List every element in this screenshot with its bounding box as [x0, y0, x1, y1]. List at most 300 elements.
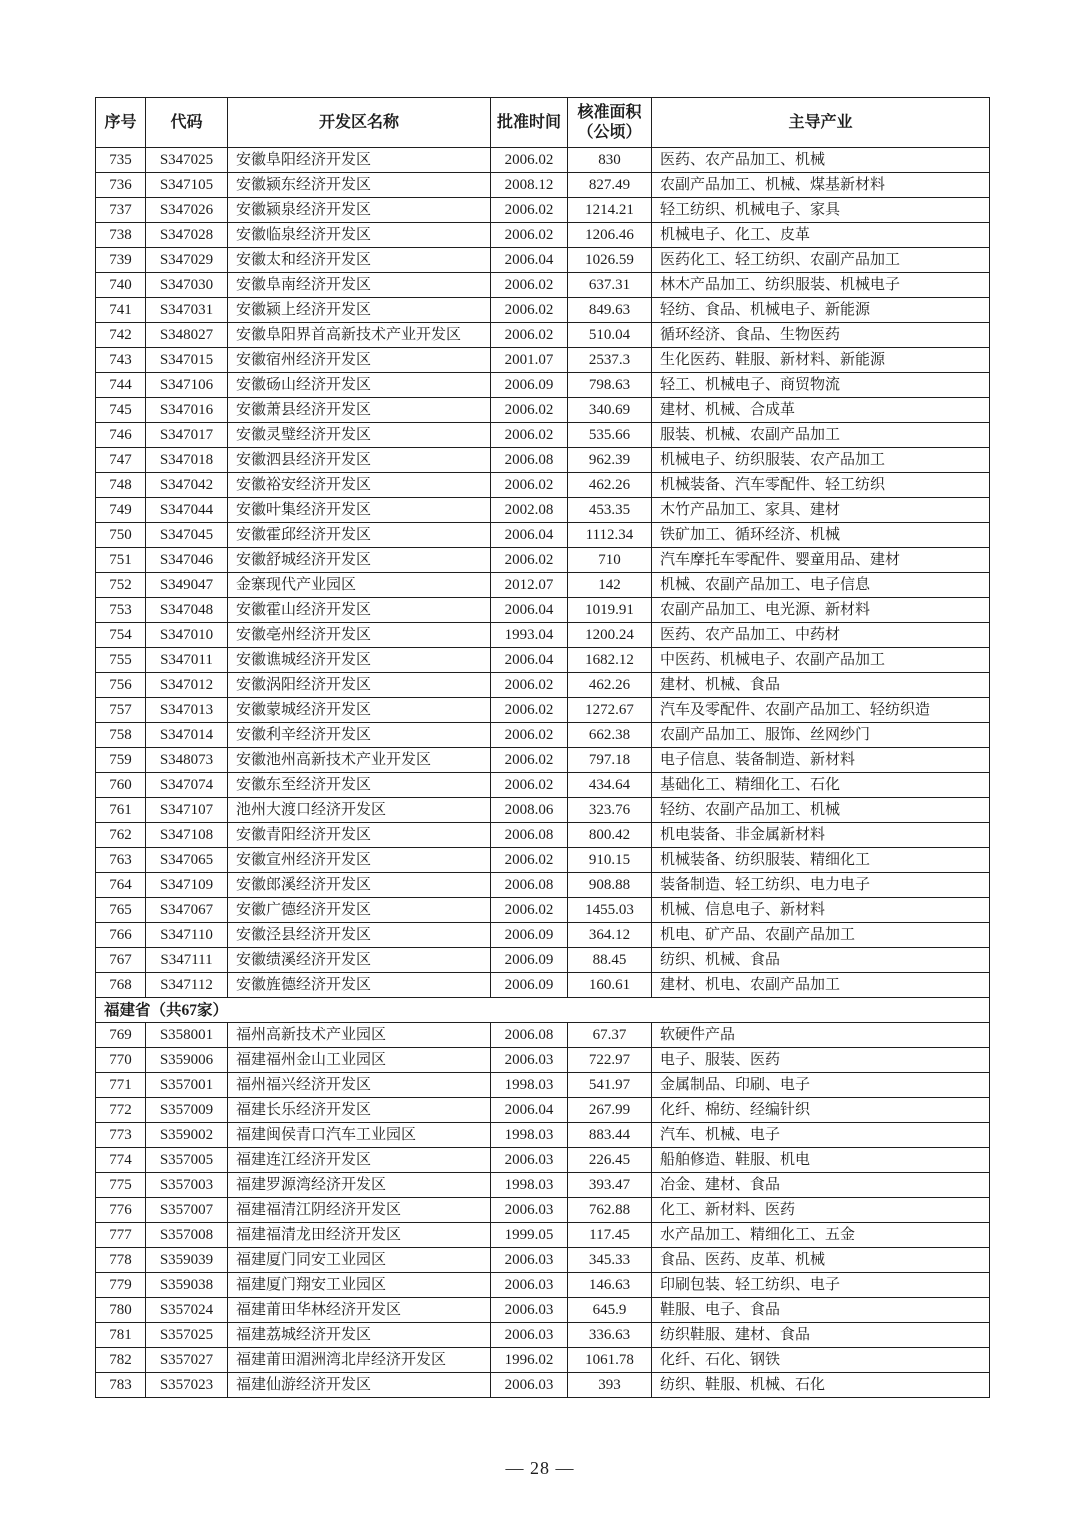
section-header: 福建省（共67家）: [96, 998, 990, 1023]
cell-leading-industries: 建材、机械、食品: [652, 673, 990, 698]
cell-serial-number: 782: [96, 1348, 146, 1373]
cell-leading-industries: 金属制品、印刷、电子: [652, 1073, 990, 1098]
cell-code: S347107: [146, 798, 228, 823]
cell-approved-area: 910.15: [568, 848, 652, 873]
cell-code: S347046: [146, 548, 228, 573]
table-row: [96, 1298, 990, 1323]
cell-approved-area: 1061.78: [568, 1348, 652, 1373]
table-row: [96, 398, 990, 423]
cell-leading-industries: 化工、新材料、医药: [652, 1198, 990, 1223]
cell-approval-date: 2006.04: [491, 648, 568, 673]
table-row: [96, 698, 990, 723]
cell-approval-date: 2006.02: [491, 298, 568, 323]
cell-leading-industries: 医药、农产品加工、中药材: [652, 623, 990, 648]
cell-approved-area: 1200.24: [568, 623, 652, 648]
header-approved-area-line1: 核准面积: [577, 103, 642, 121]
cell-approval-date: 2006.02: [491, 148, 568, 173]
cell-zone-name: 安徽宣州经济开发区: [228, 848, 491, 873]
cell-code: S347111: [146, 948, 228, 973]
cell-leading-industries: 医药化工、轻工纺织、农副产品加工: [652, 248, 990, 273]
cell-leading-industries: 纺织鞋服、建材、食品: [652, 1323, 990, 1348]
table-row: [96, 973, 990, 998]
table-row: [96, 798, 990, 823]
cell-approval-date: 2006.09: [491, 923, 568, 948]
cell-zone-name: 安徽绩溪经济开发区: [228, 948, 491, 973]
cell-serial-number: 755: [96, 648, 146, 673]
cell-serial-number: 770: [96, 1048, 146, 1073]
cell-approval-date: 2006.04: [491, 1098, 568, 1123]
cell-zone-name: 福建仙游经济开发区: [228, 1373, 491, 1398]
table-row: [96, 748, 990, 773]
cell-approved-area: 160.61: [568, 973, 652, 998]
cell-leading-industries: 软硬件产品: [652, 1023, 990, 1048]
cell-zone-name: 安徽颍泉经济开发区: [228, 198, 491, 223]
cell-approved-area: 336.63: [568, 1323, 652, 1348]
cell-serial-number: 748: [96, 473, 146, 498]
table-row: [96, 348, 990, 373]
cell-leading-industries: 建材、机械、合成革: [652, 398, 990, 423]
cell-leading-industries: 机电、矿产品、农副产品加工: [652, 923, 990, 948]
cell-approved-area: 462.26: [568, 673, 652, 698]
cell-serial-number: 774: [96, 1148, 146, 1173]
cell-approval-date: 2006.02: [491, 548, 568, 573]
cell-approved-area: 541.97: [568, 1073, 652, 1098]
table-row: [96, 1348, 990, 1373]
cell-leading-industries: 机电装备、非金属新材料: [652, 823, 990, 848]
cell-approved-area: 1026.59: [568, 248, 652, 273]
table-row: [96, 473, 990, 498]
cell-serial-number: 744: [96, 373, 146, 398]
cell-code: S359002: [146, 1123, 228, 1148]
cell-serial-number: 758: [96, 723, 146, 748]
table-row: [96, 1048, 990, 1073]
cell-code: S347025: [146, 148, 228, 173]
cell-zone-name: 福建莆田湄洲湾北岸经济开发区: [228, 1348, 491, 1373]
cell-approved-area: 226.45: [568, 1148, 652, 1173]
cell-approved-area: 2537.3: [568, 348, 652, 373]
cell-approved-area: 722.97: [568, 1048, 652, 1073]
cell-code: S347106: [146, 373, 228, 398]
cell-serial-number: 769: [96, 1023, 146, 1048]
cell-approved-area: 393: [568, 1373, 652, 1398]
cell-code: S347026: [146, 198, 228, 223]
cell-approval-date: 2001.07: [491, 348, 568, 373]
table-row: [96, 598, 990, 623]
cell-approval-date: 2006.02: [491, 673, 568, 698]
cell-leading-industries: 木竹产品加工、家具、建材: [652, 498, 990, 523]
cell-code: S347044: [146, 498, 228, 523]
table-row: [96, 423, 990, 448]
cell-serial-number: 771: [96, 1073, 146, 1098]
cell-zone-name: 福建荔城经济开发区: [228, 1323, 491, 1348]
table-row: [96, 1173, 990, 1198]
cell-code: S357025: [146, 1323, 228, 1348]
table-row: [96, 1098, 990, 1123]
cell-serial-number: 740: [96, 273, 146, 298]
cell-leading-industries: 轻工纺织、机械电子、家具: [652, 198, 990, 223]
cell-zone-name: 安徽利辛经济开发区: [228, 723, 491, 748]
cell-code: S357027: [146, 1348, 228, 1373]
cell-zone-name: 福州福兴经济开发区: [228, 1073, 491, 1098]
cell-approved-area: 637.31: [568, 273, 652, 298]
cell-code: S347011: [146, 648, 228, 673]
cell-approved-area: 710: [568, 548, 652, 573]
cell-approval-date: 2006.03: [491, 1148, 568, 1173]
cell-leading-industries: 冶金、建材、食品: [652, 1173, 990, 1198]
cell-approved-area: 830: [568, 148, 652, 173]
cell-zone-name: 金寨现代产业园区: [228, 573, 491, 598]
cell-approval-date: 2006.08: [491, 448, 568, 473]
table-row: [96, 1023, 990, 1048]
table-row: [96, 248, 990, 273]
cell-leading-industries: 船舶修造、鞋服、机电: [652, 1148, 990, 1173]
cell-leading-industries: 汽车、机械、电子: [652, 1123, 990, 1148]
cell-code: S347016: [146, 398, 228, 423]
cell-code: S359039: [146, 1248, 228, 1273]
development-zone-table: [95, 97, 990, 1398]
cell-code: S347065: [146, 848, 228, 873]
cell-approval-date: 1998.03: [491, 1073, 568, 1098]
cell-code: S347074: [146, 773, 228, 798]
cell-approval-date: 2006.03: [491, 1198, 568, 1223]
cell-zone-name: 池州大渡口经济开发区: [228, 798, 491, 823]
cell-serial-number: 775: [96, 1173, 146, 1198]
table-row: [96, 1223, 990, 1248]
cell-zone-name: 安徽阜阳经济开发区: [228, 148, 491, 173]
cell-zone-name: 安徽砀山经济开发区: [228, 373, 491, 398]
table-row: [96, 298, 990, 323]
cell-zone-name: 福建长乐经济开发区: [228, 1098, 491, 1123]
cell-approval-date: 1996.02: [491, 1348, 568, 1373]
cell-zone-name: 安徽霍山经济开发区: [228, 598, 491, 623]
header-approved-area: [568, 98, 652, 148]
cell-serial-number: 783: [96, 1373, 146, 1398]
cell-approved-area: 1206.46: [568, 223, 652, 248]
header-approval-date: 批准时间: [491, 98, 568, 148]
cell-approved-area: 1214.21: [568, 198, 652, 223]
cell-code: S357007: [146, 1198, 228, 1223]
cell-zone-name: 安徽颍东经济开发区: [228, 173, 491, 198]
table-row: [96, 1073, 990, 1098]
cell-approved-area: 797.18: [568, 748, 652, 773]
cell-code: S347014: [146, 723, 228, 748]
cell-approved-area: 883.44: [568, 1123, 652, 1148]
cell-leading-industries: 林木产品加工、纺织服装、机械电子: [652, 273, 990, 298]
cell-serial-number: 737: [96, 198, 146, 223]
cell-leading-industries: 鞋服、电子、食品: [652, 1298, 990, 1323]
cell-leading-industries: 轻工、机械电子、商贸物流: [652, 373, 990, 398]
table-row: [96, 723, 990, 748]
cell-leading-industries: 机械装备、纺织服装、精细化工: [652, 848, 990, 873]
cell-serial-number: 773: [96, 1123, 146, 1148]
cell-approved-area: 267.99: [568, 1098, 652, 1123]
table-row: [96, 898, 990, 923]
cell-leading-industries: 机械电子、纺织服装、农产品加工: [652, 448, 990, 473]
cell-serial-number: 752: [96, 573, 146, 598]
cell-zone-name: 福建福清龙田经济开发区: [228, 1223, 491, 1248]
cell-code: S349047: [146, 573, 228, 598]
cell-approval-date: 2006.02: [491, 223, 568, 248]
cell-approval-date: 2006.02: [491, 698, 568, 723]
cell-approval-date: 2006.03: [491, 1323, 568, 1348]
table-row: [96, 1248, 990, 1273]
cell-zone-name: 安徽颍上经济开发区: [228, 298, 491, 323]
cell-zone-name: 安徽谯城经济开发区: [228, 648, 491, 673]
table-row: [96, 223, 990, 248]
table-row: [96, 548, 990, 573]
cell-zone-name: 安徽裕安经济开发区: [228, 473, 491, 498]
cell-approved-area: 67.37: [568, 1023, 652, 1048]
cell-code: S347031: [146, 298, 228, 323]
cell-approval-date: 2006.02: [491, 898, 568, 923]
cell-code: S347012: [146, 673, 228, 698]
cell-approval-date: 1998.03: [491, 1123, 568, 1148]
cell-zone-name: 福建福州金山工业园区: [228, 1048, 491, 1073]
table-row: [96, 1148, 990, 1173]
header-leading-industries: 主导产业: [652, 98, 990, 148]
cell-zone-name: 安徽东至经济开发区: [228, 773, 491, 798]
table-row: [96, 1373, 990, 1398]
cell-leading-industries: 食品、医药、皮革、机械: [652, 1248, 990, 1273]
cell-zone-name: 福建厦门翔安工业园区: [228, 1273, 491, 1298]
cell-approval-date: 2006.03: [491, 1048, 568, 1073]
cell-serial-number: 745: [96, 398, 146, 423]
cell-code: S347112: [146, 973, 228, 998]
cell-code: S357024: [146, 1298, 228, 1323]
cell-approved-area: 462.26: [568, 473, 652, 498]
cell-approval-date: 2006.03: [491, 1273, 568, 1298]
cell-approval-date: 2006.02: [491, 198, 568, 223]
cell-approval-date: 2006.04: [491, 523, 568, 548]
cell-leading-industries: 中医药、机械电子、农副产品加工: [652, 648, 990, 673]
cell-approved-area: 434.64: [568, 773, 652, 798]
table-row: [96, 1198, 990, 1223]
cell-leading-industries: 轻纺、农副产品加工、机械: [652, 798, 990, 823]
page-number: — 28 —: [505, 1458, 575, 1478]
cell-serial-number: 735: [96, 148, 146, 173]
table-row: [96, 573, 990, 598]
cell-approved-area: 323.76: [568, 798, 652, 823]
cell-approval-date: 2006.09: [491, 973, 568, 998]
cell-leading-industries: 化纤、棉纺、经编针织: [652, 1098, 990, 1123]
cell-leading-industries: 建材、机电、农副产品加工: [652, 973, 990, 998]
header-code: 代码: [146, 98, 228, 148]
cell-approved-area: 1112.34: [568, 523, 652, 548]
table-row: [96, 873, 990, 898]
cell-code: S347108: [146, 823, 228, 848]
cell-zone-name: 福建罗源湾经济开发区: [228, 1173, 491, 1198]
cell-leading-industries: 生化医药、鞋服、新材料、新能源: [652, 348, 990, 373]
cell-leading-industries: 装备制造、轻工纺织、电力电子: [652, 873, 990, 898]
cell-approved-area: 393.47: [568, 1173, 652, 1198]
table-row: [96, 923, 990, 948]
cell-approval-date: 2006.02: [491, 423, 568, 448]
table-header-row: [96, 98, 990, 148]
cell-leading-industries: 机械装备、汽车零配件、轻工纺织: [652, 473, 990, 498]
table-row: [96, 373, 990, 398]
cell-serial-number: 772: [96, 1098, 146, 1123]
cell-zone-name: 福建莆田华林经济开发区: [228, 1298, 491, 1323]
cell-serial-number: 746: [96, 423, 146, 448]
cell-approval-date: 2006.02: [491, 848, 568, 873]
table-row: [96, 823, 990, 848]
cell-code: S359038: [146, 1273, 228, 1298]
cell-leading-industries: 印刷包装、轻工纺织、电子: [652, 1273, 990, 1298]
cell-leading-industries: 汽车及零配件、农副产品加工、轻纺织造: [652, 698, 990, 723]
cell-serial-number: 762: [96, 823, 146, 848]
cell-approval-date: 2006.08: [491, 823, 568, 848]
cell-zone-name: 福建连江经济开发区: [228, 1148, 491, 1173]
cell-zone-name: 安徽叶集经济开发区: [228, 498, 491, 523]
cell-approval-date: 1993.04: [491, 623, 568, 648]
cell-approval-date: 2008.12: [491, 173, 568, 198]
cell-code: S359006: [146, 1048, 228, 1073]
cell-serial-number: 743: [96, 348, 146, 373]
cell-code: S347018: [146, 448, 228, 473]
cell-approved-area: 345.33: [568, 1248, 652, 1273]
cell-serial-number: 780: [96, 1298, 146, 1323]
cell-code: S347067: [146, 898, 228, 923]
cell-code: S347015: [146, 348, 228, 373]
cell-approved-area: 340.69: [568, 398, 652, 423]
cell-approval-date: 2006.09: [491, 373, 568, 398]
table-row: [96, 198, 990, 223]
cell-zone-name: 福州高新技术产业园区: [228, 1023, 491, 1048]
cell-serial-number: 768: [96, 973, 146, 998]
cell-zone-name: 福建厦门同安工业园区: [228, 1248, 491, 1273]
cell-approval-date: 2002.08: [491, 498, 568, 523]
cell-leading-industries: 农副产品加工、电光源、新材料: [652, 598, 990, 623]
cell-code: S347042: [146, 473, 228, 498]
cell-leading-industries: 农副产品加工、机械、煤基新材料: [652, 173, 990, 198]
cell-approved-area: 800.42: [568, 823, 652, 848]
cell-leading-industries: 农副产品加工、服饰、丝网纱门: [652, 723, 990, 748]
table-row: [96, 673, 990, 698]
cell-code: S347110: [146, 923, 228, 948]
cell-approval-date: 2006.02: [491, 773, 568, 798]
cell-zone-name: 安徽涡阳经济开发区: [228, 673, 491, 698]
cell-code: S347028: [146, 223, 228, 248]
cell-leading-industries: 服装、机械、农副产品加工: [652, 423, 990, 448]
cell-zone-name: 安徽池州高新技术产业开发区: [228, 748, 491, 773]
cell-serial-number: 776: [96, 1198, 146, 1223]
cell-approved-area: 827.49: [568, 173, 652, 198]
cell-leading-industries: 电子、服装、医药: [652, 1048, 990, 1073]
cell-leading-industries: 铁矿加工、循环经济、机械: [652, 523, 990, 548]
cell-zone-name: 安徽旌德经济开发区: [228, 973, 491, 998]
cell-serial-number: 760: [96, 773, 146, 798]
cell-leading-industries: 纺织、机械、食品: [652, 948, 990, 973]
cell-leading-industries: 机械、信息电子、新材料: [652, 898, 990, 923]
cell-zone-name: 安徽舒城经济开发区: [228, 548, 491, 573]
table-row: [96, 498, 990, 523]
cell-leading-industries: 纺织、鞋服、机械、石化: [652, 1373, 990, 1398]
cell-serial-number: 766: [96, 923, 146, 948]
cell-approved-area: 364.12: [568, 923, 652, 948]
cell-serial-number: 781: [96, 1323, 146, 1348]
table-row: [96, 448, 990, 473]
cell-code: S347109: [146, 873, 228, 898]
cell-approved-area: 142: [568, 573, 652, 598]
cell-approved-area: 798.63: [568, 373, 652, 398]
cell-leading-industries: 水产品加工、精细化工、五金: [652, 1223, 990, 1248]
cell-leading-industries: 基础化工、精细化工、石化: [652, 773, 990, 798]
cell-serial-number: 749: [96, 498, 146, 523]
cell-leading-industries: 汽车摩托车零配件、婴童用品、建材: [652, 548, 990, 573]
cell-serial-number: 764: [96, 873, 146, 898]
cell-serial-number: 763: [96, 848, 146, 873]
cell-approved-area: 535.66: [568, 423, 652, 448]
cell-leading-industries: 化纤、石化、钢铁: [652, 1348, 990, 1373]
cell-serial-number: 757: [96, 698, 146, 723]
cell-code: S357008: [146, 1223, 228, 1248]
cell-zone-name: 安徽临泉经济开发区: [228, 223, 491, 248]
cell-code: S357023: [146, 1373, 228, 1398]
cell-code: S347030: [146, 273, 228, 298]
cell-approved-area: 908.88: [568, 873, 652, 898]
cell-serial-number: 778: [96, 1248, 146, 1273]
cell-zone-name: 安徽阜阳界首高新技术产业开发区: [228, 323, 491, 348]
cell-approval-date: 2006.02: [491, 323, 568, 348]
cell-approval-date: 2012.07: [491, 573, 568, 598]
cell-approval-date: 2006.04: [491, 248, 568, 273]
cell-approval-date: 2006.08: [491, 1023, 568, 1048]
cell-code: S347048: [146, 598, 228, 623]
table-row: [96, 623, 990, 648]
cell-approval-date: 2006.02: [491, 273, 568, 298]
cell-approved-area: 1019.91: [568, 598, 652, 623]
cell-code: S357003: [146, 1173, 228, 1198]
cell-code: S347010: [146, 623, 228, 648]
cell-leading-industries: 循环经济、食品、生物医药: [652, 323, 990, 348]
cell-serial-number: 747: [96, 448, 146, 473]
cell-approved-area: 146.63: [568, 1273, 652, 1298]
cell-serial-number: 750: [96, 523, 146, 548]
cell-code: S357001: [146, 1073, 228, 1098]
cell-approval-date: 2006.04: [491, 598, 568, 623]
cell-zone-name: 安徽亳州经济开发区: [228, 623, 491, 648]
cell-zone-name: 安徽阜南经济开发区: [228, 273, 491, 298]
cell-code: S347105: [146, 173, 228, 198]
cell-zone-name: 安徽泾县经济开发区: [228, 923, 491, 948]
cell-approved-area: 962.39: [568, 448, 652, 473]
cell-code: S357005: [146, 1148, 228, 1173]
cell-zone-name: 福建闽侯青口汽车工业园区: [228, 1123, 491, 1148]
cell-serial-number: 759: [96, 748, 146, 773]
cell-code: S358001: [146, 1023, 228, 1048]
cell-approved-area: 88.45: [568, 948, 652, 973]
cell-approval-date: 2006.03: [491, 1248, 568, 1273]
cell-zone-name: 安徽太和经济开发区: [228, 248, 491, 273]
cell-zone-name: 安徽青阳经济开发区: [228, 823, 491, 848]
cell-zone-name: 安徽广德经济开发区: [228, 898, 491, 923]
cell-serial-number: 756: [96, 673, 146, 698]
cell-serial-number: 765: [96, 898, 146, 923]
cell-zone-name: 安徽宿州经济开发区: [228, 348, 491, 373]
cell-approved-area: 453.35: [568, 498, 652, 523]
cell-code: S348073: [146, 748, 228, 773]
header-approved-area-line2: （公顷）: [577, 123, 642, 141]
header-serial-number: 序号: [96, 98, 146, 148]
cell-approved-area: 762.88: [568, 1198, 652, 1223]
cell-code: S357009: [146, 1098, 228, 1123]
cell-approval-date: 2006.08: [491, 873, 568, 898]
cell-approved-area: 662.38: [568, 723, 652, 748]
cell-approval-date: 2006.03: [491, 1298, 568, 1323]
table-row: [96, 648, 990, 673]
cell-serial-number: 777: [96, 1223, 146, 1248]
cell-zone-name: 安徽萧县经济开发区: [228, 398, 491, 423]
